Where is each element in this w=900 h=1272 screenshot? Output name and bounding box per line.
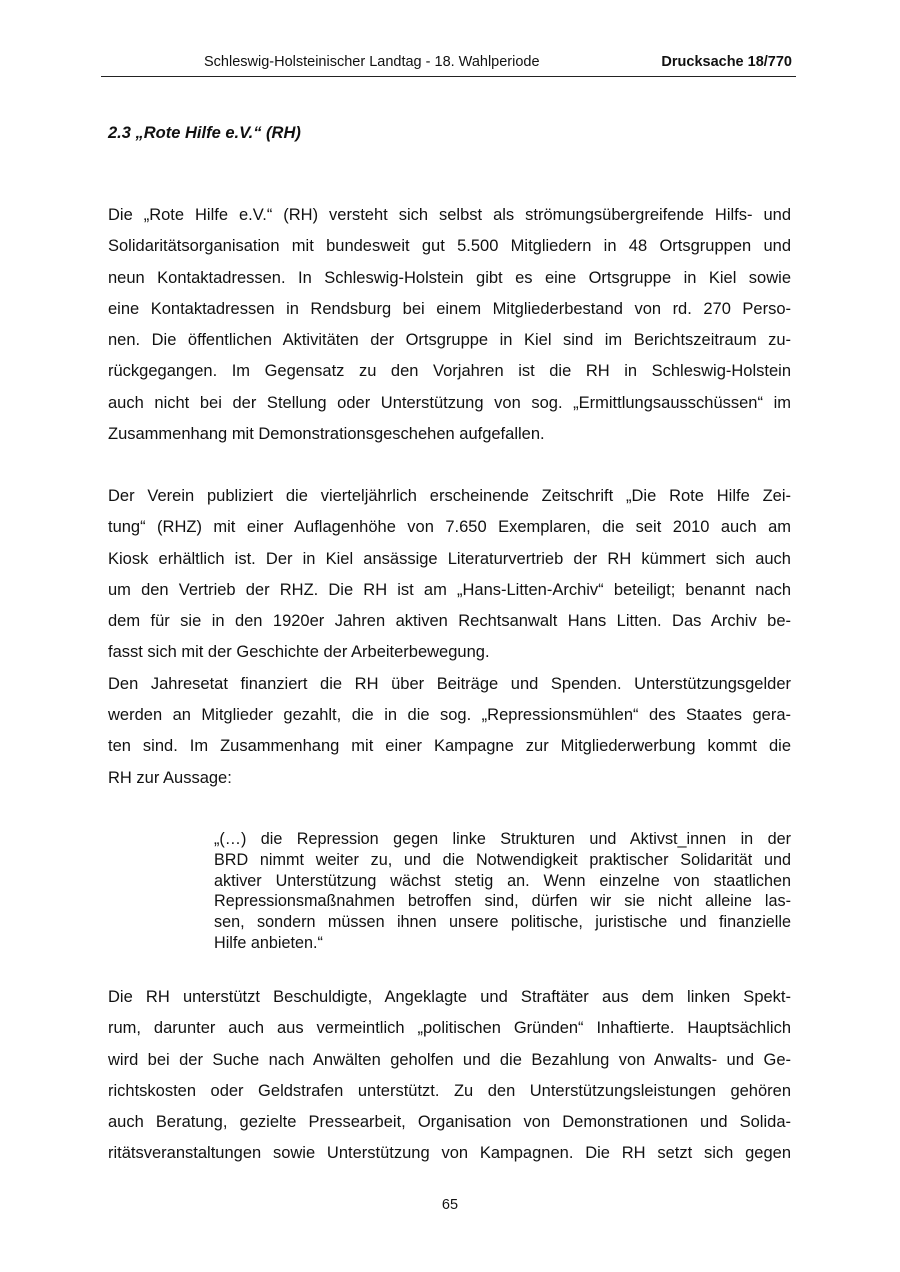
block-quote — [214, 829, 791, 954]
text-line: eine Kontaktadressen in Rendsburg bei einem Mitgliederbestand von rd. 270 Perso- — [108, 299, 791, 318]
document-number: Drucksache 18/770 — [661, 54, 792, 70]
text-line: Kiosk erhältlich ist. Der in Kiel ansässige Literaturvertrieb der RH kümmert sich auch — [108, 549, 791, 568]
quote-line: BRD nimmt weiter zu, und die Notwendigkeit praktischer Solidarität und — [214, 850, 791, 869]
quote-line: Hilfe anbieten.“ — [214, 933, 323, 952]
text-line: auch Beratung, gezielte Pressearbeit, Organisation von Demonstrationen und Solida- — [108, 1113, 791, 1132]
text-line: um den Vertrieb der RHZ. Die RH ist am „Hans-Litten-Archiv“ beteiligt; benannt nach — [108, 580, 791, 599]
quote-line: aktiver Unterstützung wächst stetig an. Wenn einzelne von staatlichen — [214, 871, 791, 890]
text-line: tung“ (RHZ) mit einer Auflagenhöhe von 7.650 Exemplaren, die seit 2010 auch am — [108, 518, 791, 537]
text-line: fasst sich mit der Geschichte der Arbeiterbewegung. — [108, 643, 490, 662]
text-line: ritätsveranstaltungen sowie Unterstützung von Kampagnen. Die RH setzt sich gegen — [108, 1144, 791, 1163]
quote-line: „(…) die Repression gegen linke Strukturen und Aktivst_innen in der — [214, 830, 791, 848]
text-line: RH zur Aussage: — [108, 768, 232, 787]
quote-line: Repressionsmaßnahmen betroffen sind, dürfen wir sie nicht alleine las- — [214, 892, 791, 911]
text-line: ten sind. Im Zusammenhang mit einer Kampagne zur Mitgliederwerbung kommt die — [108, 737, 791, 756]
text-line: dem für sie in den 1920er Jahren aktiven Rechtsanwalt Hans Litten. Das Archiv be- — [108, 612, 791, 631]
text-line: Zusammenhang mit Demonstrationsgeschehen aufgefallen. — [108, 425, 545, 444]
paragraph-publication — [108, 481, 791, 794]
text-line: Solidaritätsorganisation mit bundesweit gut 5.500 Mitgliedern in 48 Ortsgruppen und — [108, 237, 791, 256]
text-line: neun Kontaktadressen. In Schleswig-Holstein gibt es eine Ortsgruppe in Kiel sowie — [108, 268, 791, 287]
text-line: richtskosten oder Geldstrafen unterstützt. Zu den Unterstützungsleistungen gehören — [108, 1081, 791, 1100]
paragraph-intro — [108, 200, 791, 450]
page-header — [101, 52, 796, 77]
header-title: Schleswig-Holsteinischer Landtag - 18. Wahlperiode — [204, 54, 540, 70]
text-line: Die RH unterstützt Beschuldigte, Angeklagte und Straftäter aus dem linken Spekt- — [108, 988, 791, 1006]
section-heading: 2.3 „Rote Hilfe e.V.“ (RH) — [108, 124, 301, 142]
text-line: nen. Die öffentlichen Aktivitäten der Ortsgruppe in Kiel sind im Berichtszeitraum zu- — [108, 331, 791, 350]
text-line: Den Jahresetat finanziert die RH über Beiträge und Spenden. Unterstützungsgelder — [108, 674, 791, 693]
text-line: wird bei der Suche nach Anwälten geholfen und die Bezahlung von Anwalts- und Ge- — [108, 1050, 791, 1069]
text-line: werden an Mitglieder gezahlt, die in die sog. „Repressionsmühlen“ des Staates gera- — [108, 706, 791, 725]
text-line: Der Verein publiziert die vierteljährlich erscheinende Zeitschrift „Die Rote Hilfe Zei- — [108, 487, 791, 505]
page-number: 65 — [441, 1197, 459, 1213]
text-line: auch nicht bei der Stellung oder Unterstützung von sog. „Ermittlungsausschüssen“ im — [108, 393, 791, 412]
text-line: rum, darunter auch aus vermeintlich „politischen Gründen“ Inhaftierte. Hauptsächlich — [108, 1019, 791, 1038]
text-line: rückgegangen. Im Gegensatz zu den Vorjahren ist die RH in Schleswig-Holstein — [108, 362, 791, 381]
paragraph-support — [108, 982, 791, 1170]
text-line: Die „Rote Hilfe e.V.“ (RH) versteht sich selbst als strömungsübergreifende Hilfs- und — [108, 206, 791, 224]
quote-line: sen, sondern müssen ihnen unsere politische, juristische und finanzielle — [214, 913, 791, 932]
